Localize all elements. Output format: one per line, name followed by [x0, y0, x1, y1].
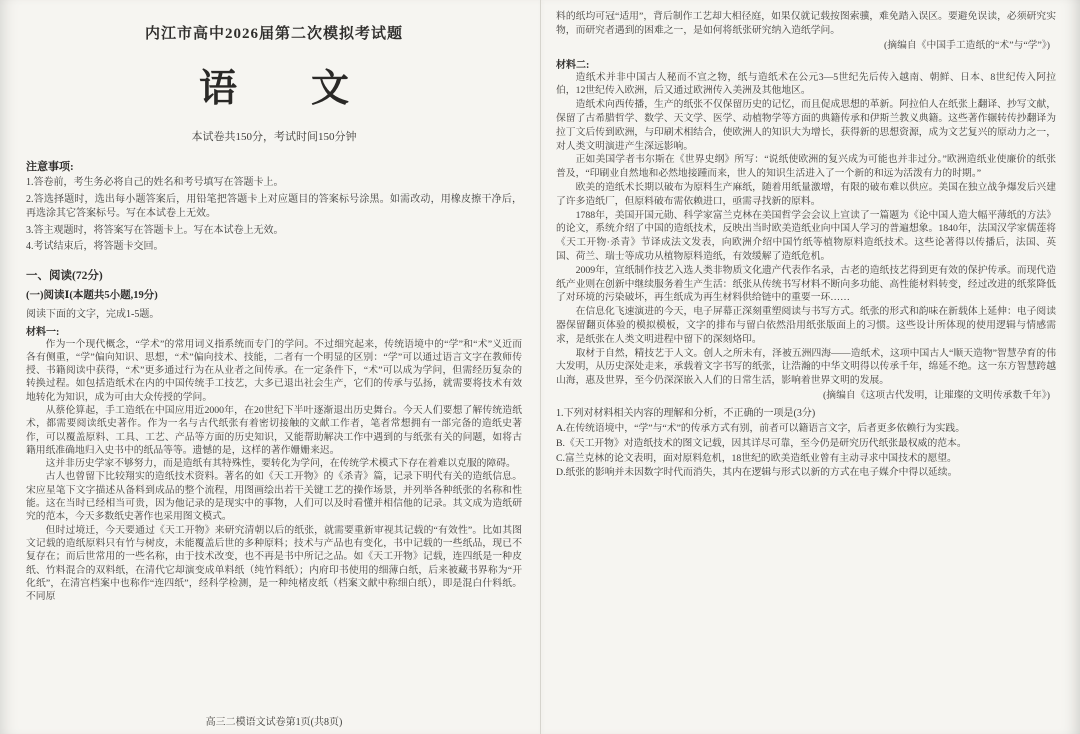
- notice-item: 3.答主观题时，将答案写在答题卡上。写在本试卷上无效。: [26, 224, 284, 236]
- subject-title: 语 文: [198, 68, 367, 110]
- page-left: [26, 0, 522, 734]
- material1-paragraph: 这并非历史学家不够努力，而是造纸有其特殊性，要转化为学问，在传统学术模式下存在着难以克服的障碍。: [45, 458, 516, 470]
- material2-paragraph: 正如美国学者韦尔斯在《世界史纲》所写：“说纸使欧洲的复兴成为可能也并非过分。”欧洲造纸业使廉价的纸张普及，“印刷业自然地和必然地接踵而来，世人的知识生活进入了一个新的和远为活泼有力的时期。”: [556, 154, 1056, 180]
- material1-paragraph: 但时过境迁，今天要通过《天工开物》来研究清朝以后的纸张，就需要重新审视其记载的“有效性”。比如其图文记载的造纸原料只有竹与树皮，未能覆盖后世的多种原料；技术与产品也有变化，书中记载的一些纸品，现已不复存在；而后世常用的一些名称，由于技术改变，也不再是书中所记之品。如《天工开物》记载，连四纸是一种皮纸、竹料混合的双料纸，在清代它却演变成单料纸（纯竹料纸）；内府印书使用的细薄白纸，后来被藏书界称为“开化纸”，在清宫档案中也称作“连四纸”，经科学检测，是一种纯楮皮纸（档案文献中称细白纸），即是混白什料纸。不同原: [26, 524, 522, 603]
- page-right: [556, 0, 1056, 734]
- material2-paragraph: 造纸术并非中国古人秘而不宣之物，纸与造纸术在公元3—5世纪先后传入越南、朝鲜、日本、8世纪传入阿拉伯，12世纪传入欧洲，后又通过欧洲传入美洲及其他地区。: [556, 71, 1056, 97]
- material2-paragraph: 取材于自然，精技艺于人文。创人之所未有，泽被五洲四海——造纸术，这项中国古人“顺天造物”智慧孕育的伟大发明，从历史深处走来，承载着文字书写的纸张，让浩瀚的中华文明得以传承千年，绵延不绝。这一东方智慧跨越山海，惠及世界，至今仍深深嵌入人们的日常生活，影响着世界文明的发展。: [556, 347, 1056, 387]
- exam-header: 内江市高中2026届第二次模拟考试题: [144, 26, 403, 42]
- material1-continuation: 料的纸均可冠“适用”，背后制作工艺却大相径庭，如果仅就记载按图索骥，难免踏入误区。要避免误读，必须研究实物，而研究者遇到的困难之一，是如何将纸张研究纳入造纸学问。: [556, 11, 1056, 36]
- question1-stem: 1.下列对材料相关内容的理解和分析，不正确的一项是(3分): [556, 407, 816, 419]
- question1-option-a: A.在传统语境中，“学”与“术”的传承方式有别，前者可以籍语言文字，后者更多依赖行为实践。: [556, 422, 965, 434]
- paper-info: 本试卷共150分，考试时间150分钟: [191, 131, 357, 143]
- reading-instruction: 阅读下面的文字，完成1-5题。: [26, 308, 160, 320]
- material1-paragraph: 从蔡伦算起，手工造纸在中国应用近2000年，在20世纪下半叶逐渐退出历史舞台。今天人们要想了解传统造纸术，都需要阅读纸史著作。作为一名与古代纸张有着密切接触的文献工作者，笔者常想拥有一部完备的造纸史著作，可以覆盖原料、工具、工艺、产品等方面的历史知识，又能帮助解决工作中遇到的与纸张有关的问题，如将古籍用纸准确地归入史书中的纸品等等。遗憾的是，这样的著作姗姗来迟。: [26, 404, 522, 456]
- material1-source: (摘编自《中国手工造纸的“术”与“学”》): [884, 39, 1050, 51]
- notice-item: 4.考试结束后，将答题卡交回。: [26, 241, 164, 252]
- material2-paragraph: 造纸术向西传播，生产的纸张不仅保留历史的记忆，而且促成思想的革新。阿拉伯人在纸张上翻译、抄写文献，保留了古希腊哲学、数学、天文学、医学、动植物学等方面的典籍传承和伊斯兰教义典籍。这些著作辗转传抄翻译为拉丁文后传到欧洲，与印刷术相结合，使欧洲人的知识大为增长，获得新的思想资源，成为文艺复兴的原动力之一，对人类文明演进产生深远影响。: [556, 99, 1056, 152]
- question1-option-d: D.纸张的影响并未因数字时代而消失，其内在逻辑与形式以新的方式在电子媒介中得以延续。: [556, 467, 958, 479]
- material2-paragraph: 在信息化飞速演进的今天，电子屏幕正深刻重塑阅读与书写方式。纸张的形式和韵味在新载体上延伸：电子阅读器保留翻页体验的模拟模板，文字的排布与留白依然沿用纸张版面上的习惯。这些设计所体现的使用逻辑与情感需求，是纸张在人类文明进程中留下的深刻烙印。: [556, 306, 1056, 345]
- section-heading: 一、阅读(72分): [26, 269, 103, 282]
- material2-source: (摘编自《这项古代发明，让璀璨的文明传承数千年》): [823, 389, 1050, 401]
- page-footer: 高三二模语文试卷第1页(共8页): [205, 717, 343, 728]
- question1-option-b: B.《天工开物》对造纸技术的图文记载，因其详尽可靠，至今仍是研究历代纸张最权威的范本。: [556, 437, 967, 449]
- material2-label: 材料二:: [556, 59, 590, 71]
- material1-label: 材料一:: [26, 326, 60, 338]
- notice-item: 2.答选择题时，选出每小题答案后，用铅笔把答题卡上对应题目的答案标号涂黑。如需改动，用橡皮擦干净后，再选涂其它答案标号。写在本试卷上无效。: [26, 193, 522, 219]
- material1-paragraph: 古人也曾留下比较翔实的造纸技术资料。著名的如《天工开物》的《杀青》篇，记录下明代有关的造纸信息。宋应星笔下文字描述从备料到成品的整个流程，用图画绘出若干关键工艺的操作场景，并列举各种纸张的名称和性能。这在当时已经相当可贵，因为他记录的是现实中的事物，人们可以及时看懂并相信他的记录。其文成为造纸研究的范本，今天多数纸史著作也采用图文模式。: [26, 471, 522, 523]
- material2-paragraph: 1788年，美国开国元勋、科学家富兰克林在美国哲学会会议上宣读了一篇题为《论中国人造大幅平薄纸的方法》的论文，系统介绍了中国的造纸技术，反映出当时欧美造纸业向中国人学习的普遍想象。1840年，法国汉学家儒莲将《天工开物·杀青》节译成法文发表，向欧洲介绍中国竹纸等植物原料造纸技术。这些论著得以传播后，法国、英国、荷兰、瑞士等成功从植物原料造纸，有效缓解了造纸危机。: [556, 209, 1056, 262]
- material1-paragraph: 作为一个现代概念，“学术”的常用词义指系统而专门的学问。不过细究起来，传统语境中的“学”和“术”义近而各有侧重，“学”偏向知识、思想，“术”偏向技术、技能，二者有一个明显的区别：“学”可以通过语言文字在教师传授、书籍阅读中获得，“术”更多通过行为在从业者之间传承。在一定条件下，“术”可以成为学问，但需经历复杂的转换过程。如包括造纸术在内的中国传统手工技艺，大多已退出社会生产，它们的传承与弘扬，就需要将技术有效地转化为知识，成为可由大众传授的学问。: [26, 338, 522, 403]
- notice-item: 1.答卷前，考生务必将自己的姓名和考号填写在答题卡上。: [26, 177, 284, 188]
- material2-paragraph: 欧美的造纸术长期以破布为原料生产麻纸，随着用纸量激增，有限的破布难以供应。美国在独立战争爆发后兴建了许多造纸厂，但原料破布需依赖进口，亟需寻找新的原料。: [556, 181, 1056, 207]
- subsection-heading: (一)阅读Ⅰ(本题共5小题,19分): [26, 289, 158, 301]
- question1-option-c: C.富兰克林的论文表明，面对原料危机，18世纪的欧美造纸业曾有主动寻求中国技术的愿望。: [556, 452, 957, 464]
- notice-title: 注意事项:: [26, 161, 74, 173]
- page-divider: [540, 0, 541, 734]
- material2-paragraph: 2009年，宣纸制作技艺入选人类非物质文化遗产代表作名录，古老的造纸技艺得到更有效的保护传承。而现代造纸产业则在创新中继续服务着生产生活：纸张从传统书写材料不断向多功能、高性能材料转变，经过改进的纸浆降低了对环境的污染破坏，再生纸成为再生材料供给链中的重要一环……: [556, 264, 1056, 304]
